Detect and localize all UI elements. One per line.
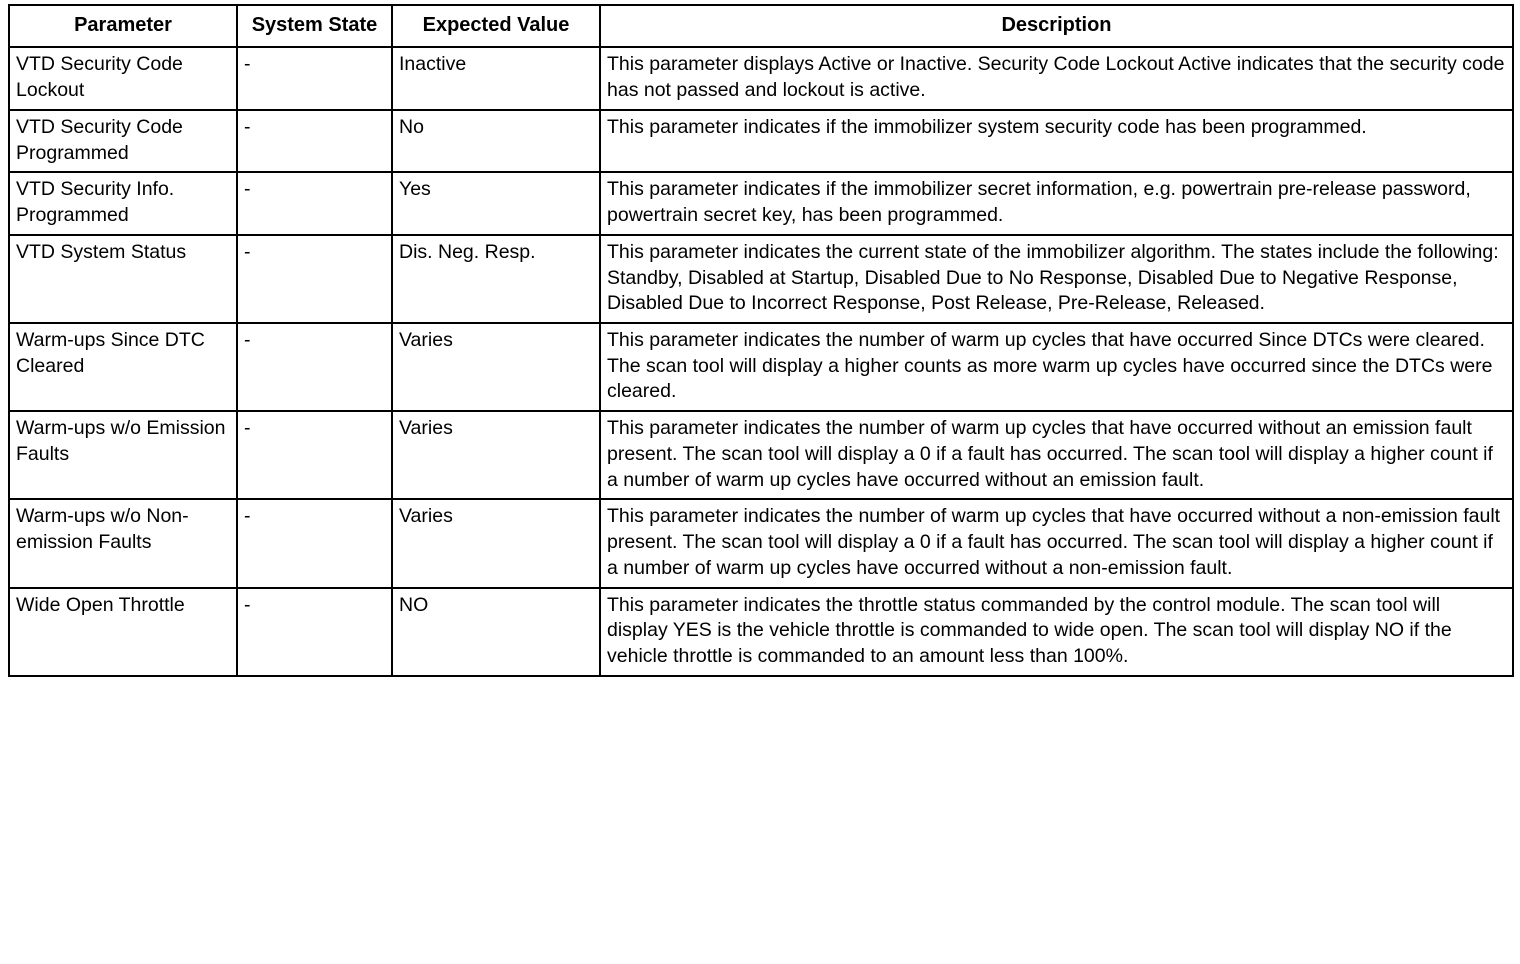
cell-description: This parameter indicates if the immobilizer secret information, e.g. powertrain pre-release password, powertrain secret key, has been programmed. [600, 172, 1513, 234]
table-header-row [9, 5, 1513, 47]
cell-system-state: - [237, 323, 392, 411]
table-row [9, 411, 1513, 499]
cell-description: This parameter indicates if the immobilizer system security code has been programmed. [600, 110, 1513, 172]
cell-system-state: - [237, 499, 392, 587]
cell-system-state: - [237, 110, 392, 172]
cell-expected-value: Dis. Neg. Resp. [392, 235, 600, 323]
cell-expected-value: Varies [392, 499, 600, 587]
table-header [9, 5, 1513, 47]
table-row [9, 110, 1513, 172]
cell-system-state: - [237, 47, 392, 109]
cell-expected-value: Varies [392, 411, 600, 499]
cell-parameter: Warm-ups w/o Emission Faults [9, 411, 237, 499]
table-row [9, 323, 1513, 411]
cell-description: This parameter indicates the throttle status commanded by the control module. The scan tool will display YES is the vehicle throttle is commanded to wide open. The scan tool will display NO if the vehicle throttle is commanded to an amount less than 100%. [600, 588, 1513, 676]
cell-parameter: VTD Security Code Lockout [9, 47, 237, 109]
cell-parameter: Warm-ups w/o Non-emission Faults [9, 499, 237, 587]
cell-system-state: - [237, 411, 392, 499]
cell-system-state: - [237, 588, 392, 676]
column-header-expected-value: Expected Value [392, 5, 600, 47]
table-row [9, 588, 1513, 676]
cell-description: This parameter displays Active or Inactive. Security Code Lockout Active indicates that the security code has not passed and lockout is active. [600, 47, 1513, 109]
cell-parameter: VTD Security Info. Programmed [9, 172, 237, 234]
table-row [9, 47, 1513, 109]
table-row [9, 499, 1513, 587]
column-header-system-state: System State [237, 5, 392, 47]
table-row [9, 235, 1513, 323]
cell-description: This parameter indicates the number of warm up cycles that have occurred Since DTCs were cleared. The scan tool will display a higher counts as more warm up cycles have occurred since the DTCs were cleared. [600, 323, 1513, 411]
column-header-parameter: Parameter [9, 5, 237, 47]
cell-system-state: - [237, 235, 392, 323]
table-row [9, 172, 1513, 234]
cell-expected-value: Yes [392, 172, 600, 234]
cell-expected-value: Varies [392, 323, 600, 411]
cell-parameter: Wide Open Throttle [9, 588, 237, 676]
cell-description: This parameter indicates the current state of the immobilizer algorithm. The states include the following: Standby, Disabled at Startup, Disabled Due to No Response, Disabled Due to Negative Response, Disabled Due to Incorrect Response, Post Release, Pre-Release, Released. [600, 235, 1513, 323]
cell-parameter: VTD System Status [9, 235, 237, 323]
cell-parameter: VTD Security Code Programmed [9, 110, 237, 172]
table-body [9, 47, 1513, 675]
cell-description: This parameter indicates the number of warm up cycles that have occurred without an emission fault present. The scan tool will display a 0 if a fault has occurred. The scan tool will display a higher count if a number of warm up cycles have occurred without an emission fault. [600, 411, 1513, 499]
cell-expected-value: No [392, 110, 600, 172]
cell-system-state: - [237, 172, 392, 234]
column-header-description: Description [600, 5, 1513, 47]
cell-expected-value: Inactive [392, 47, 600, 109]
parameter-table [8, 4, 1514, 677]
cell-parameter: Warm-ups Since DTC Cleared [9, 323, 237, 411]
cell-description: This parameter indicates the number of warm up cycles that have occurred without a non-emission fault present. The scan tool will display a 0 if a fault has occurred. The scan tool will display a higher count if a number of warm up cycles have occurred without a non-emission fault. [600, 499, 1513, 587]
cell-expected-value: NO [392, 588, 600, 676]
